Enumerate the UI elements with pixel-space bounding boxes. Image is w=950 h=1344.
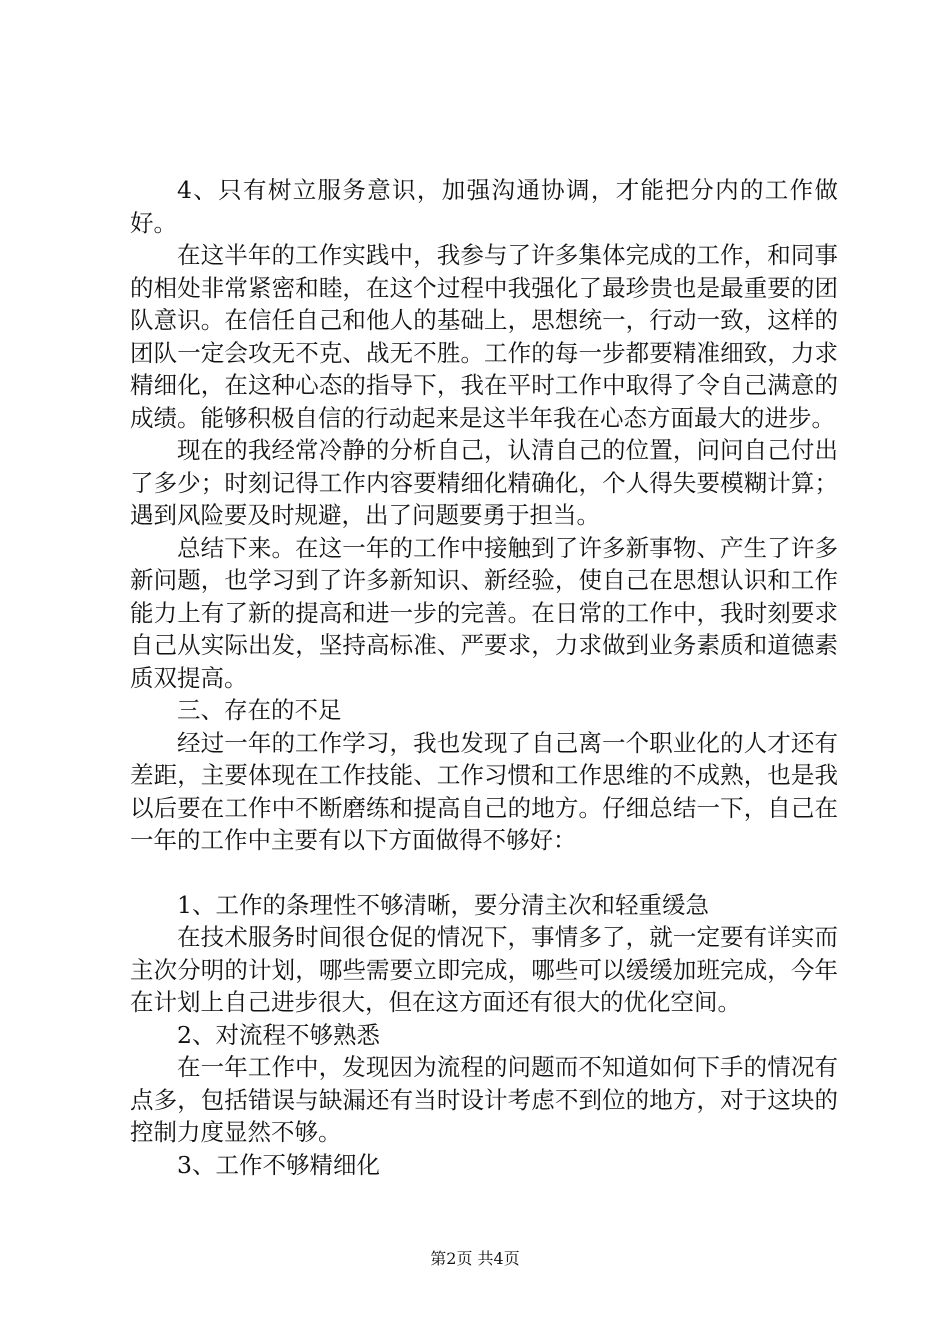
list-heading-1: 1、工作的条理性不够清晰，要分清主次和轻重缓急 [177, 890, 709, 919]
list-heading-2: 2、对流程不够熟悉 [177, 1020, 380, 1049]
list-heading-3: 3、工作不够精细化 [177, 1150, 380, 1179]
paragraph-summary: 总结下来。在这一年的工作中接触到了许多新事物、产生了许多新问题，也学习到了许多新知识、新经验，使自己在思想认识和工作能力上有了新的提高和进一步的完善。在日常的工作中，我时刻要求自己从实际出发，坚持高标准、严要求，力求做到业务素质和道德素质双提高。 [130, 533, 838, 692]
section-heading-shortcomings: 三、存在的不足 [177, 696, 342, 724]
paragraph-planning: 在技术服务时间很仓促的情况下，事情多了，就一定要有详实而主次分明的计划，哪些需要立即完成，哪些可以缓缓加班完成，今年在计划上自己进步很大，但在这方面还有很大的优化空间。 [130, 923, 838, 1016]
paragraph-gap [130, 857, 838, 889]
paragraph-process: 在一年工作中，发现因为流程的问题而不知道如何下手的情况有点多，包括错误与缺漏还有当时设计考虑不到位的地方，对于这块的控制力度显然不够。 [130, 1053, 838, 1146]
paragraph-self-analysis: 现在的我经常冷静的分析自己，认清自己的位置，问问自己付出了多少；时刻记得工作内容要精细化精确化，个人得失要模糊计算；遇到风险要及时规避，出了问题要勇于担当。 [130, 436, 838, 529]
paragraph-shortcomings-intro: 经过一年的工作学习，我也发现了自己离一个职业化的人才还有差距，主要体现在工作技能、工作习惯和工作思维的不成熟，也是我以后要在工作中不断磨练和提高自己的地方。仔细总结一下，自己在一年的工作中主要有以下方面做得不够好： [130, 728, 838, 854]
page-number-footer: 第2页 共4页 [430, 1249, 520, 1268]
paragraph-item-4: 4、只有树立服务意识，加强沟通协调，才能把分内的工作做好。 [130, 176, 838, 237]
paragraph-team-awareness: 在这半年的工作实践中，我参与了许多集体完成的工作，和同事的相处非常紧密和睦，在这个过程中我强化了最珍贵也是最重要的团队意识。在信任自己和他人的基础上，思想统一，行动一致，这样的团队一定会攻无不克、战无不胜。工作的每一步都要精准细致，力求精细化，在这种心态的指导下，我在平时工作中取得了令自己满意的成绩。能够积极自信的行动起来是这半年我在心态方面最大的进步。 [130, 241, 838, 432]
document-body [130, 174, 838, 1181]
